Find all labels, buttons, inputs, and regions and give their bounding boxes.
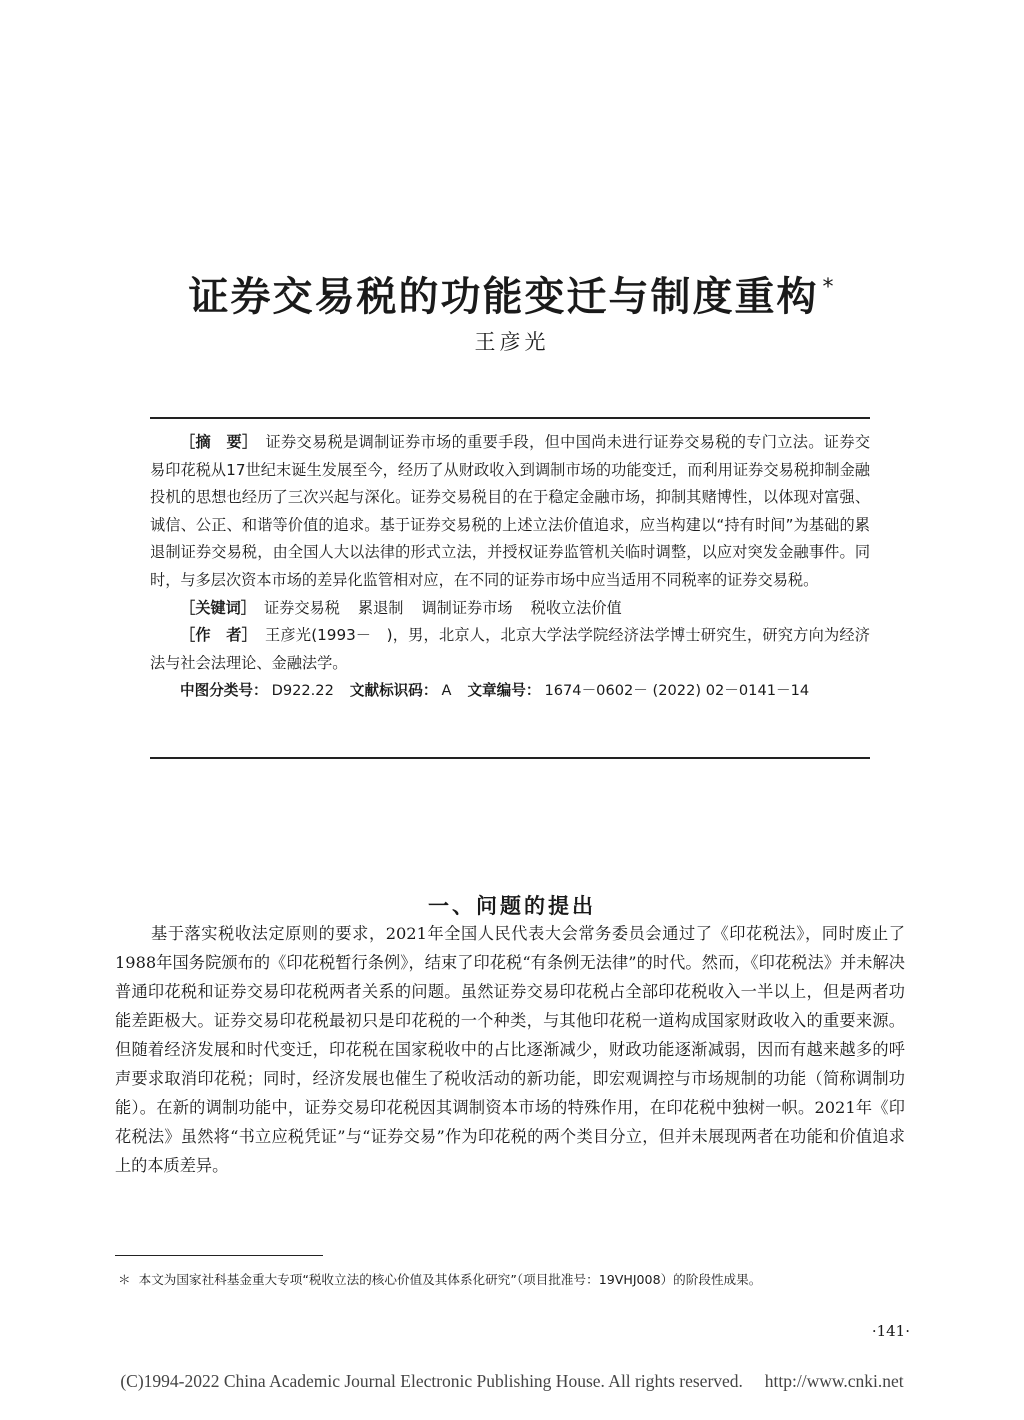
keyword: 累退制 [357, 598, 404, 617]
doc-code-value: A [441, 682, 452, 700]
doc-code-label: 文献标识码： [349, 682, 438, 700]
keywords-label: ［关键词］ [180, 598, 256, 617]
keyword: 调制证券市场 [421, 598, 513, 617]
body-paragraph: 基于落实税收法定原则的要求，2021年全国人民代表大会常务委员会通过了《印花税法》，同时废止了1988年国务院颁布的《印花税暂行条例》，结束了印花税“有条例无法律”的时代。然而，《印花税法》并未解决普通印花税和证券交易印花税两者关系的问题。虽然证券交易印花税占全部印花税收入一半以上，但是两者功能差距极大。证券交易印花税最初只是印花税的一个种类，与其他印花税一道构成国家财政收入的重要来源。但随着经济发展和时代变迁，印花税在国家税收中的占比逐渐减少，财政功能逐渐减弱，因而有越来越多的呼声要求取消印花税；同时，经济发展也催生了税收活动的新功能，即宏观调控与市场规制的功能（简称调制功能）。在新的调制功能中，证券交易印花税因其调制资本市场的特殊作用，在印花税中独树一帜。2021年《印花税法》虽然将“书立应税凭证”与“证券交易”作为印花税的两个类目分立，但并未展现两者在功能和价值追求上的本质差异。 [115, 924, 905, 1175]
footnote-rule [115, 1255, 323, 1256]
author-info-label: ［作 者］ [180, 626, 258, 645]
keywords-line [150, 595, 870, 623]
clc-value: D922.22 [271, 682, 334, 700]
paper-author: 王彦光 [474, 330, 550, 354]
footnote-text: 本文为国家社科基金重大专项“税收立法的核心价值及其体系化研究”（项目批准号：19VHJ008）的阶段性成果。 [138, 1272, 762, 1287]
keyword: 税收立法价值 [530, 598, 622, 617]
section-heading: 一、问题的提出 [428, 893, 596, 919]
abstract-body [150, 429, 870, 705]
author-info-paragraph [150, 622, 870, 677]
author-info-text: 王彦光(1993－ )，男，北京人，北京大学法学院经济法学博士研究生，研究方向为经济法与社会法理论、金融法学。 [150, 626, 870, 672]
keyword: 证券交易税 [263, 598, 340, 617]
paper-title [0, 265, 1024, 322]
paper-title-text: 证券交易税的功能变迁与制度重构 [188, 273, 819, 320]
abstract-paragraph [150, 429, 870, 595]
title-footnote-mark: * [822, 274, 836, 300]
abstract-label: ［摘 要］ [180, 433, 258, 451]
footnote-mark: ＊ [118, 1272, 131, 1287]
clc-label: 中图分类号： [180, 682, 268, 700]
abstract-text: 证券交易税是调制证券市场的重要手段，但中国尚未进行证券交易税的专门立法。证券交易印花税从17世纪末诞生发展至今，经历了从财政收入到调制市场的功能变迁，而利用证券交易税抑制金融投机的思想也经历了三次兴起与深化。证券交易税目的在于稳定金融市场，抑制其赌博性，以体现对富强、诚信、公正、和谐等价值的追求。基于证券交易税的上述立法价值追求，应当构建以“持有时间”为基础的累退制证券交易税，由全国人大以法律的形式立法，并授权证券监管机关临时调整，以应对突发金融事件。同时，与多层次资本市场的差异化监管相对应，在不同的证券市场中应当适用不同税率的证券交易税。 [150, 433, 871, 589]
article-no-label: 文章编号： [467, 682, 541, 700]
page-number: ·141· [871, 1322, 910, 1340]
classification-line [150, 677, 870, 705]
footnote [118, 1270, 908, 1290]
article-no-value: 1674－0602－ (2022) 02－0141－14 [544, 682, 810, 700]
abstract-box [150, 417, 870, 759]
copyright-notice: (C)1994-2022 China Academic Journal Electronic Publishing House. All rights reserved. http://www.cnki.net [120, 1371, 904, 1391]
